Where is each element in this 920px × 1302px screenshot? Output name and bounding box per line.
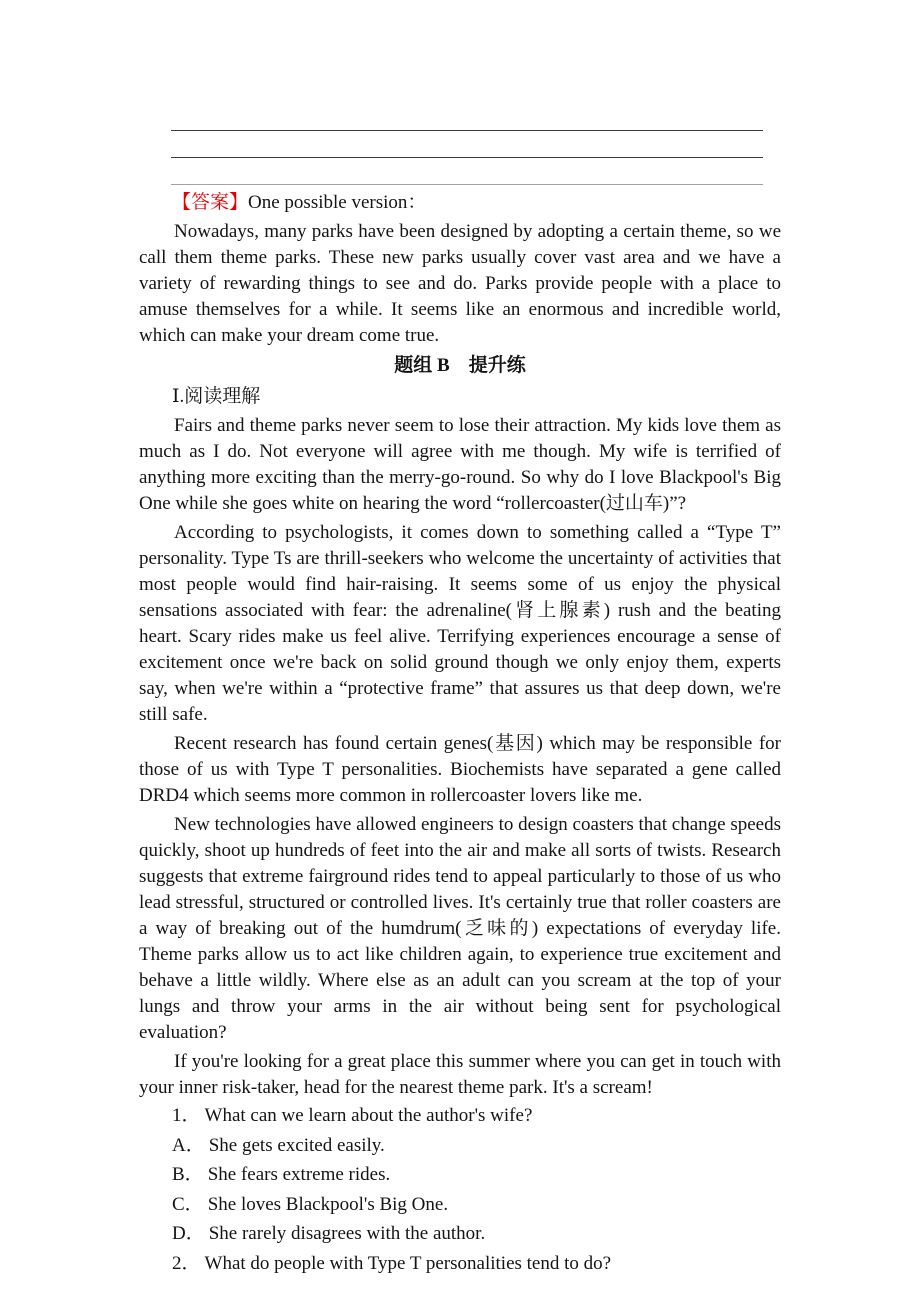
- answer-header: [139, 190, 781, 216]
- answer-blank-lines: [139, 104, 781, 185]
- questions-block: [139, 1101, 781, 1278]
- option-b-text: She fears extreme rides.: [207, 1164, 391, 1185]
- option-b-label: B．: [172, 1164, 204, 1185]
- section-heading: 题组 B 提升练: [394, 355, 526, 376]
- question-2-number: 2．: [172, 1252, 201, 1274]
- option-c-text: She loves Blackpool's Big One.: [207, 1193, 449, 1215]
- question-1-option-a: [139, 1131, 781, 1161]
- passage-paragraph-5: If you're looking for a great place this summer where you can get in touch with your inner risk-taker, head for the nearest theme park. It's a scream!: [139, 1051, 781, 1098]
- question-1-option-d: [139, 1219, 781, 1249]
- option-c-label: C．: [172, 1193, 204, 1215]
- question-2: [139, 1249, 781, 1279]
- passage-paragraph-3: Recent research has found certain genes(基因) which may be responsible for those of us with Type T personalities. Biochemists have separated a gene called DRD4 which seems more common in rollercoaster lovers like me.: [139, 733, 781, 806]
- question-1-text: What can we learn about the author's wife?: [204, 1105, 533, 1126]
- option-a-label: A．: [172, 1134, 205, 1156]
- answer-blank-line: [171, 104, 763, 131]
- passage-paragraph-2: According to psychologists, it comes down to something called a “Type T” personality. Type Ts are thrill-seekers who welcome the uncertainty of activities that most people would find hair-raising. It seems some of us enjoy the physical sensations associated with fear: the adrenaline(肾上腺素) rush and the beating heart. Scary rides make us feel alive. Terrifying experiences encourage a sense of excitement once we're back on solid ground though we only enjoy them, experts say, when we're within a “protective frame” that assures us that deep down, we're still safe.: [139, 522, 781, 725]
- question-1-option-c: [139, 1190, 781, 1220]
- question-2-text: What do people with Type T personalities tend to do?: [204, 1252, 612, 1274]
- answer-label: 【答案】: [172, 192, 249, 213]
- question-1-option-b: [139, 1160, 781, 1190]
- option-d-text: She rarely disagrees with the author.: [208, 1223, 486, 1244]
- option-d-label: D．: [172, 1223, 205, 1244]
- question-1: [139, 1101, 781, 1131]
- passage-paragraph-1: Fairs and theme parks never seem to lose their attraction. My kids love them as much as I do. Not everyone will agree with me though. My wife is terrified of anything more exciting than the merry-go-round. So why do I love Blackpool's Big One while she goes white on hearing the word “rollercoaster(过山车)”?: [139, 415, 781, 514]
- question-1-number: 1．: [172, 1105, 201, 1126]
- answer-blank-line: [171, 131, 763, 158]
- option-a-text: She gets excited easily.: [208, 1134, 385, 1156]
- answer-blank-line: [171, 158, 763, 185]
- answer-paragraph: Nowadays, many parks have been designed by adopting a certain theme, so we call them theme parks. These new parks usually cover vast area and we have a variety of rewarding things to see and do. Parks provide people with a place to amuse themselves for a while. It seems like an enormous and incredible world, which can make your dream come true.: [139, 221, 781, 346]
- passage-paragraph-4: New technologies have allowed engineers to design coasters that change speeds quickly, shoot up hundreds of feet into the air and make all sorts of twists. Research suggests that extreme fairground rides tend to appeal particularly to those of us who lead stressful, structured or controlled lives. It's certainly true that roller coasters are a way of breaking out of the humdrum(乏味的) expectations of everyday life. Theme parks allow us to act like children again, to experience true excitement and behave a little wildly. Where else as an adult can you scream at the top of your lungs and throw your arms in the air without being sent for psychological evaluation?: [139, 814, 781, 1043]
- subsection-heading: Ⅰ.阅读理解: [172, 386, 261, 407]
- answer-intro: One possible version：: [248, 192, 427, 213]
